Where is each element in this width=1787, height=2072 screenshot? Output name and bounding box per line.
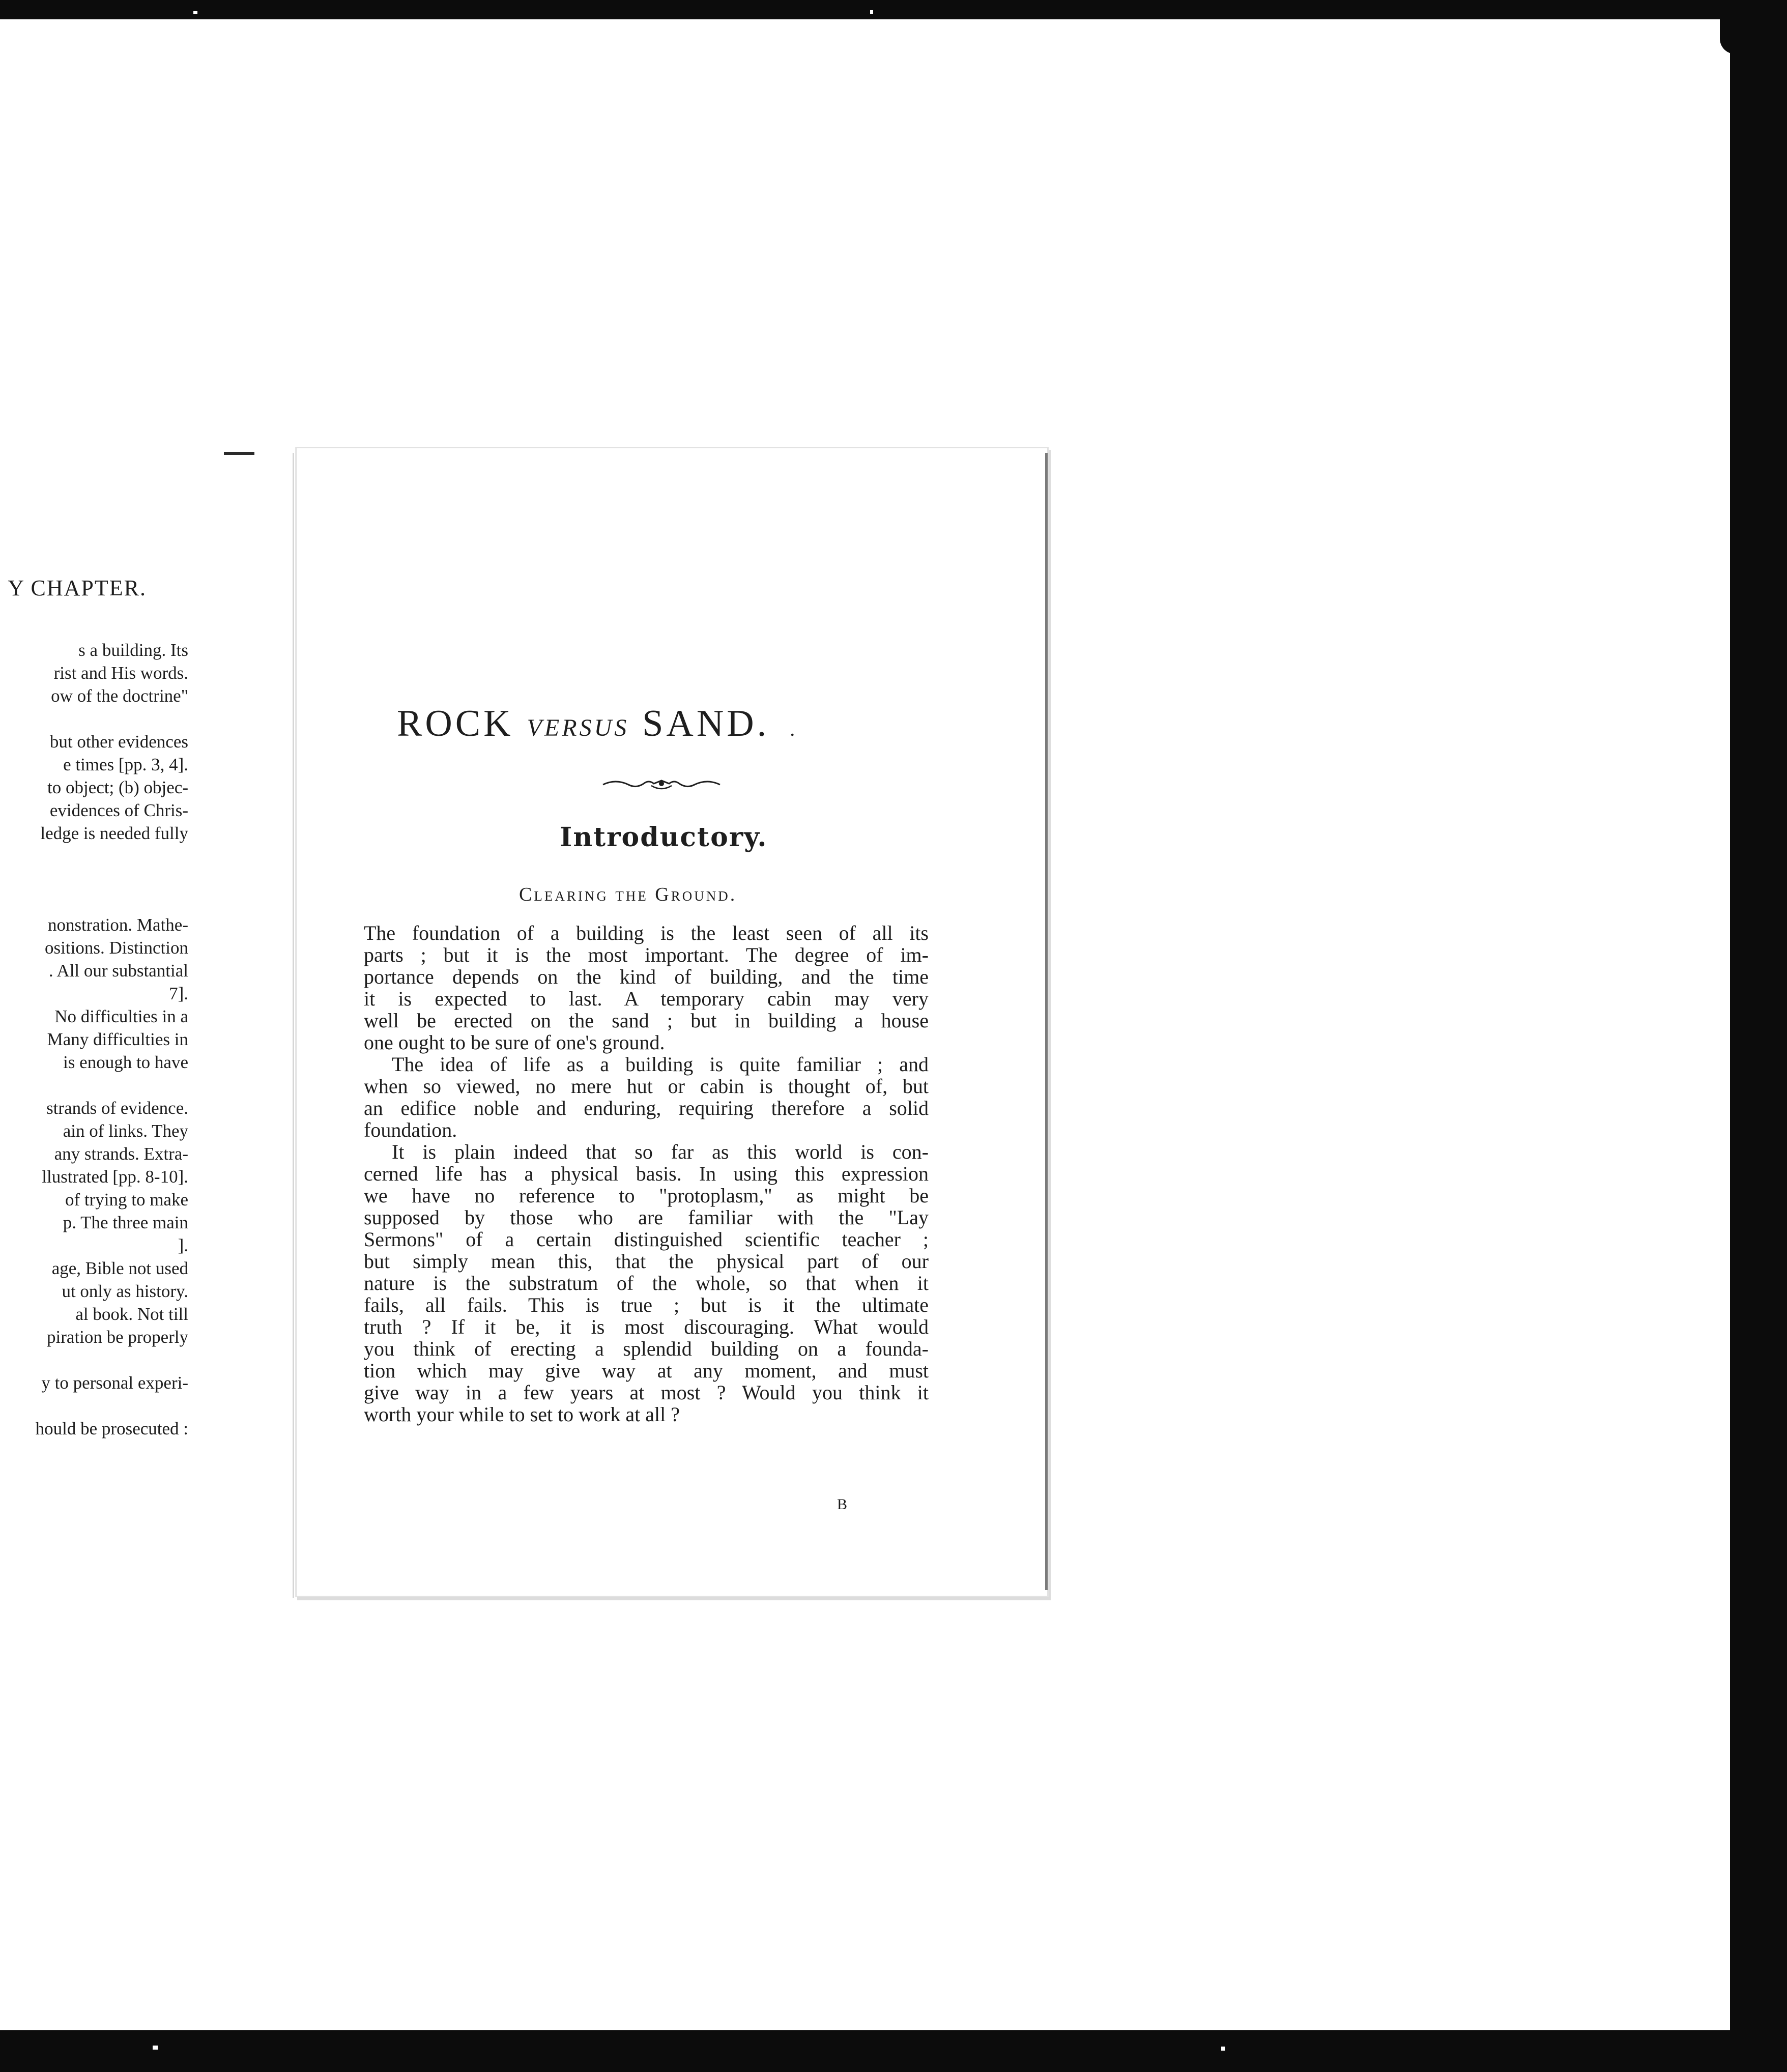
previous-page-line: of trying to make — [65, 1190, 188, 1210]
body-line: The foundation of a building is the least seen of all its — [364, 922, 929, 944]
title-stray-dot: . — [790, 717, 798, 740]
previous-page-line: llustrated [pp. 8-10]. — [42, 1167, 188, 1187]
previous-page-line — [0, 845, 188, 868]
body-line: it is expected to last. A temporary cabin may very — [364, 987, 929, 1010]
previous-page-line: s a building. Its — [78, 640, 188, 660]
body-line: It is plain indeed that so far as this world is con- — [392, 1140, 929, 1163]
scan-speck — [870, 10, 873, 14]
previous-page-line: hould be prosecuted : — [35, 1419, 188, 1438]
previous-page-text — [0, 639, 188, 1440]
previous-page-line: is enough to have — [63, 1052, 188, 1072]
body-line: an edifice noble and enduring, requiring therefore a solid — [364, 1097, 929, 1119]
body-line: portance depends on the kind of building, and the time — [364, 965, 929, 988]
page-signature: B — [837, 1496, 848, 1513]
previous-page-line — [0, 707, 188, 730]
body-line: worth your while to set to work at all ? — [364, 1403, 680, 1426]
previous-page-line: ledge is needed fully — [40, 823, 188, 843]
previous-page-line — [0, 1074, 188, 1097]
body-line: well be erected on the sand ; but in building a house — [364, 1009, 929, 1032]
previous-page-line: any strands. Extra- — [54, 1144, 188, 1164]
page-edge-mark — [224, 452, 254, 455]
previous-page-line — [0, 890, 188, 913]
previous-page-line: to object; (b) objec- — [47, 778, 188, 797]
previous-page-line: Many difficulties in — [47, 1029, 188, 1049]
previous-page-line — [0, 1394, 188, 1417]
section-subtitle: Introductory. — [560, 822, 768, 853]
body-line: foundation. — [364, 1118, 457, 1141]
previous-page-line: evidences of Chris- — [49, 800, 188, 820]
body-line: nature is the substratum of the whole, so that when it — [364, 1272, 929, 1294]
scan-frame-bottom — [0, 2030, 1787, 2072]
section-heading: Clearing the Ground. — [519, 884, 737, 905]
previous-page-line: rist and His words. — [53, 663, 188, 683]
previous-page-line: strands of evidence. — [46, 1098, 188, 1118]
previous-page-line: No difficulties in a — [54, 1006, 188, 1026]
previous-page-line: ]. — [178, 1235, 188, 1255]
previous-page-line — [0, 868, 188, 890]
previous-page-line: but other evidences — [49, 732, 188, 752]
previous-page-line: y to personal experi- — [41, 1373, 188, 1393]
body-line: one ought to be sure of one's ground. — [364, 1031, 665, 1054]
previous-page-line: ow of the doctrine" — [51, 686, 188, 706]
previous-page-line: 7]. — [169, 984, 188, 1003]
body-line: but simply mean this, that the physical part of our — [364, 1250, 929, 1273]
body-line: parts ; but it is the most important. The degree of im- — [364, 943, 929, 966]
previous-page-line: piration be properly — [47, 1327, 188, 1347]
scan-speck — [153, 2046, 158, 2050]
previous-page-line: age, Bible not used — [51, 1258, 188, 1278]
body-line: fails, all fails. This is true ; but is it the ultimate — [364, 1293, 929, 1316]
previous-page-line: nonstration. Mathe- — [47, 915, 188, 935]
previous-page-line: . All our substantial — [48, 961, 188, 981]
previous-page-line: al book. Not till — [75, 1304, 188, 1324]
scan-frame-corner — [1720, 18, 1787, 54]
previous-page-heading: Y CHAPTER. — [8, 575, 147, 600]
title-sand: SAND. — [642, 703, 770, 744]
body-line: Sermons" of a certain distinguished scientific teacher ; — [364, 1228, 929, 1251]
previous-page-line: p. The three main — [63, 1213, 188, 1232]
previous-page-line — [0, 1348, 188, 1371]
scan-speck — [1221, 2047, 1225, 2051]
main-page-edge — [1045, 453, 1048, 1590]
body-line: when so viewed, no mere hut or cabin is thought of, but — [364, 1075, 929, 1098]
scan-speck — [193, 11, 197, 14]
previous-page-line: ut only as history. — [62, 1281, 188, 1301]
body-line: give way in a few years at most ? Would you think it — [364, 1381, 929, 1404]
title-rock: ROCK — [397, 703, 514, 744]
body-line: tion which may give way at any moment, and must — [364, 1359, 929, 1382]
body-line: truth ? If it be, it is most discouraging. What would — [364, 1315, 929, 1338]
ornament-divider-icon — [600, 774, 723, 795]
body-line: you think of erecting a splendid building on a founda- — [364, 1337, 929, 1360]
scan-frame-top — [0, 0, 1787, 19]
body-line: supposed by those who are familiar with the "Lay — [364, 1206, 929, 1229]
body-line: The idea of life as a building is quite familiar ; and — [392, 1053, 929, 1076]
body-line: cerned life has a physical basis. In using this expression — [364, 1162, 929, 1185]
title-versus: VERSUS — [527, 714, 629, 741]
scan-frame-right — [1730, 19, 1787, 2030]
previous-page-line: e times [pp. 3, 4]. — [63, 755, 188, 774]
page-title — [397, 702, 906, 745]
body-line: we have no reference to "protoplasm," as might be — [364, 1184, 929, 1207]
body-text — [364, 922, 929, 1425]
previous-page-line: ositions. Distinction — [45, 938, 188, 958]
previous-page-line: ain of links. They — [63, 1121, 188, 1141]
